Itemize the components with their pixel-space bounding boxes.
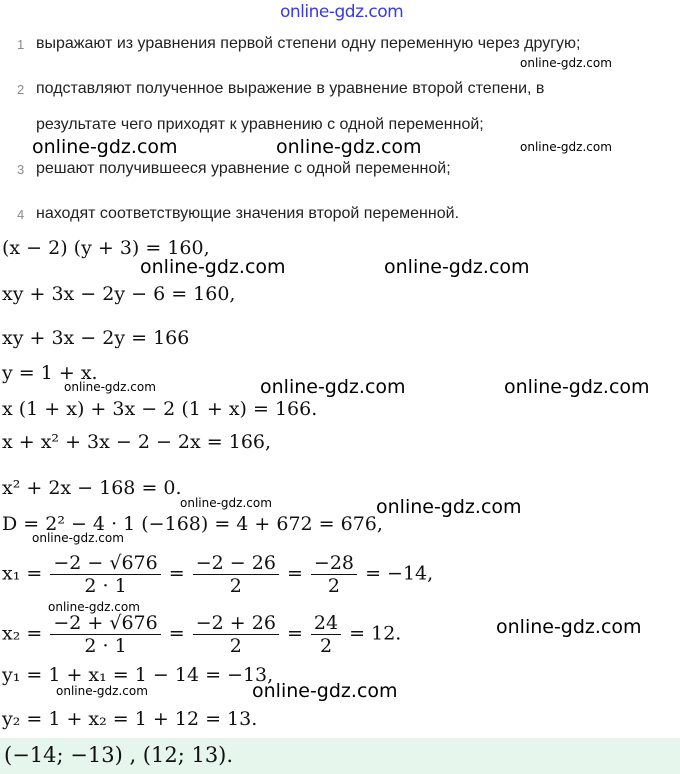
- step-text-2a: подставляют полученное выражение в уравнение второй степени, в: [36, 80, 545, 97]
- root-x2-result: = 12.: [349, 622, 402, 645]
- step-number-1: 1: [17, 37, 25, 52]
- equation-3: xy + 3x − 2y = 166: [2, 327, 190, 349]
- root-x2-lhs: x₂ =: [2, 622, 43, 645]
- step-number-3: 3: [17, 162, 25, 177]
- root-x1-lhs: x₁ =: [2, 562, 43, 585]
- step-number-2: 2: [17, 82, 25, 97]
- root-x1: x₁ = $\frac{-2 - √676}{2 \cdot 1}$ = $\frac{-2 - 26}{2}$ = $\frac{-28}{2}$ = −14,: [2, 552, 434, 597]
- site-logo[interactable]: online-gdz.com: [280, 2, 404, 22]
- root-x1-result: = −14,: [365, 562, 434, 585]
- fraction: $\frac{-2 + √676}{2 \cdot 1}$: [50, 612, 160, 657]
- equation-2: xy + 3x − 2y − 6 = 160,: [2, 283, 236, 305]
- equation-5: x (1 + x) + 3x − 2 (1 + x) = 166.: [2, 398, 318, 420]
- fraction: $\frac{-2 - √676}{2 \cdot 1}$: [50, 552, 160, 597]
- step-number-4: 4: [17, 207, 25, 222]
- watermark: online-gdz.com: [384, 256, 530, 278]
- watermark: online-gdz.com: [56, 684, 148, 698]
- watermark: online-gdz.com: [260, 376, 406, 398]
- value-y2: y₂ = 1 + x₂ = 1 + 12 = 13.: [2, 708, 258, 730]
- fraction: $\frac{-2 + 26}{2}$: [193, 612, 279, 657]
- watermark: online-gdz.com: [180, 496, 272, 510]
- watermark: online-gdz.com: [496, 616, 642, 638]
- watermark: online-gdz.com: [48, 600, 140, 614]
- watermark: online-gdz.com: [32, 136, 178, 158]
- watermark: online-gdz.com: [252, 680, 398, 702]
- equation-7: x² + 2x − 168 = 0.: [2, 477, 182, 499]
- watermark: online-gdz.com: [520, 140, 612, 154]
- value-y1: y₁ = 1 + x₁ = 1 − 14 = −13,: [2, 664, 274, 686]
- watermark: online-gdz.com: [520, 56, 612, 70]
- equation-6: x + x² + 3x − 2 − 2x = 166,: [2, 431, 272, 453]
- root-x2: x₂ = $\frac{-2 + √676}{2 \cdot 1}$ = $\frac{-2 + 26}{2}$ = $\frac{24}{2}$ = 12.: [2, 612, 402, 657]
- answer: (−14; −13) , (12; 13).: [4, 743, 234, 767]
- watermark: online-gdz.com: [504, 376, 650, 398]
- fraction: $\frac{-2 - 26}{2}$: [193, 552, 279, 597]
- discriminant: D = 2² − 4 · 1 (−168) = 4 + 672 = 676,: [2, 513, 383, 535]
- fraction: $\frac{-28}{2}$: [311, 552, 357, 597]
- step-text-3: решают получившееся уравнение с одной переменной;: [36, 160, 451, 177]
- fraction: $\frac{24}{2}$: [311, 612, 341, 657]
- watermark: online-gdz.com: [32, 531, 124, 545]
- watermark: online-gdz.com: [140, 256, 286, 278]
- watermark: online-gdz.com: [276, 136, 422, 158]
- step-text-4: находят соответствующие значения второй переменной.: [36, 205, 460, 222]
- equation-4: y = 1 + x.: [2, 362, 98, 384]
- equation-1: (x − 2) (y + 3) = 160,: [2, 237, 210, 259]
- step-text-2b: результате чего приходят к уравнению с одной переменной;: [36, 116, 484, 133]
- watermark: online-gdz.com: [376, 496, 522, 518]
- watermark: online-gdz.com: [64, 380, 156, 394]
- step-text-1: выражают из уравнения первой степени одну переменную через другую;: [36, 35, 581, 52]
